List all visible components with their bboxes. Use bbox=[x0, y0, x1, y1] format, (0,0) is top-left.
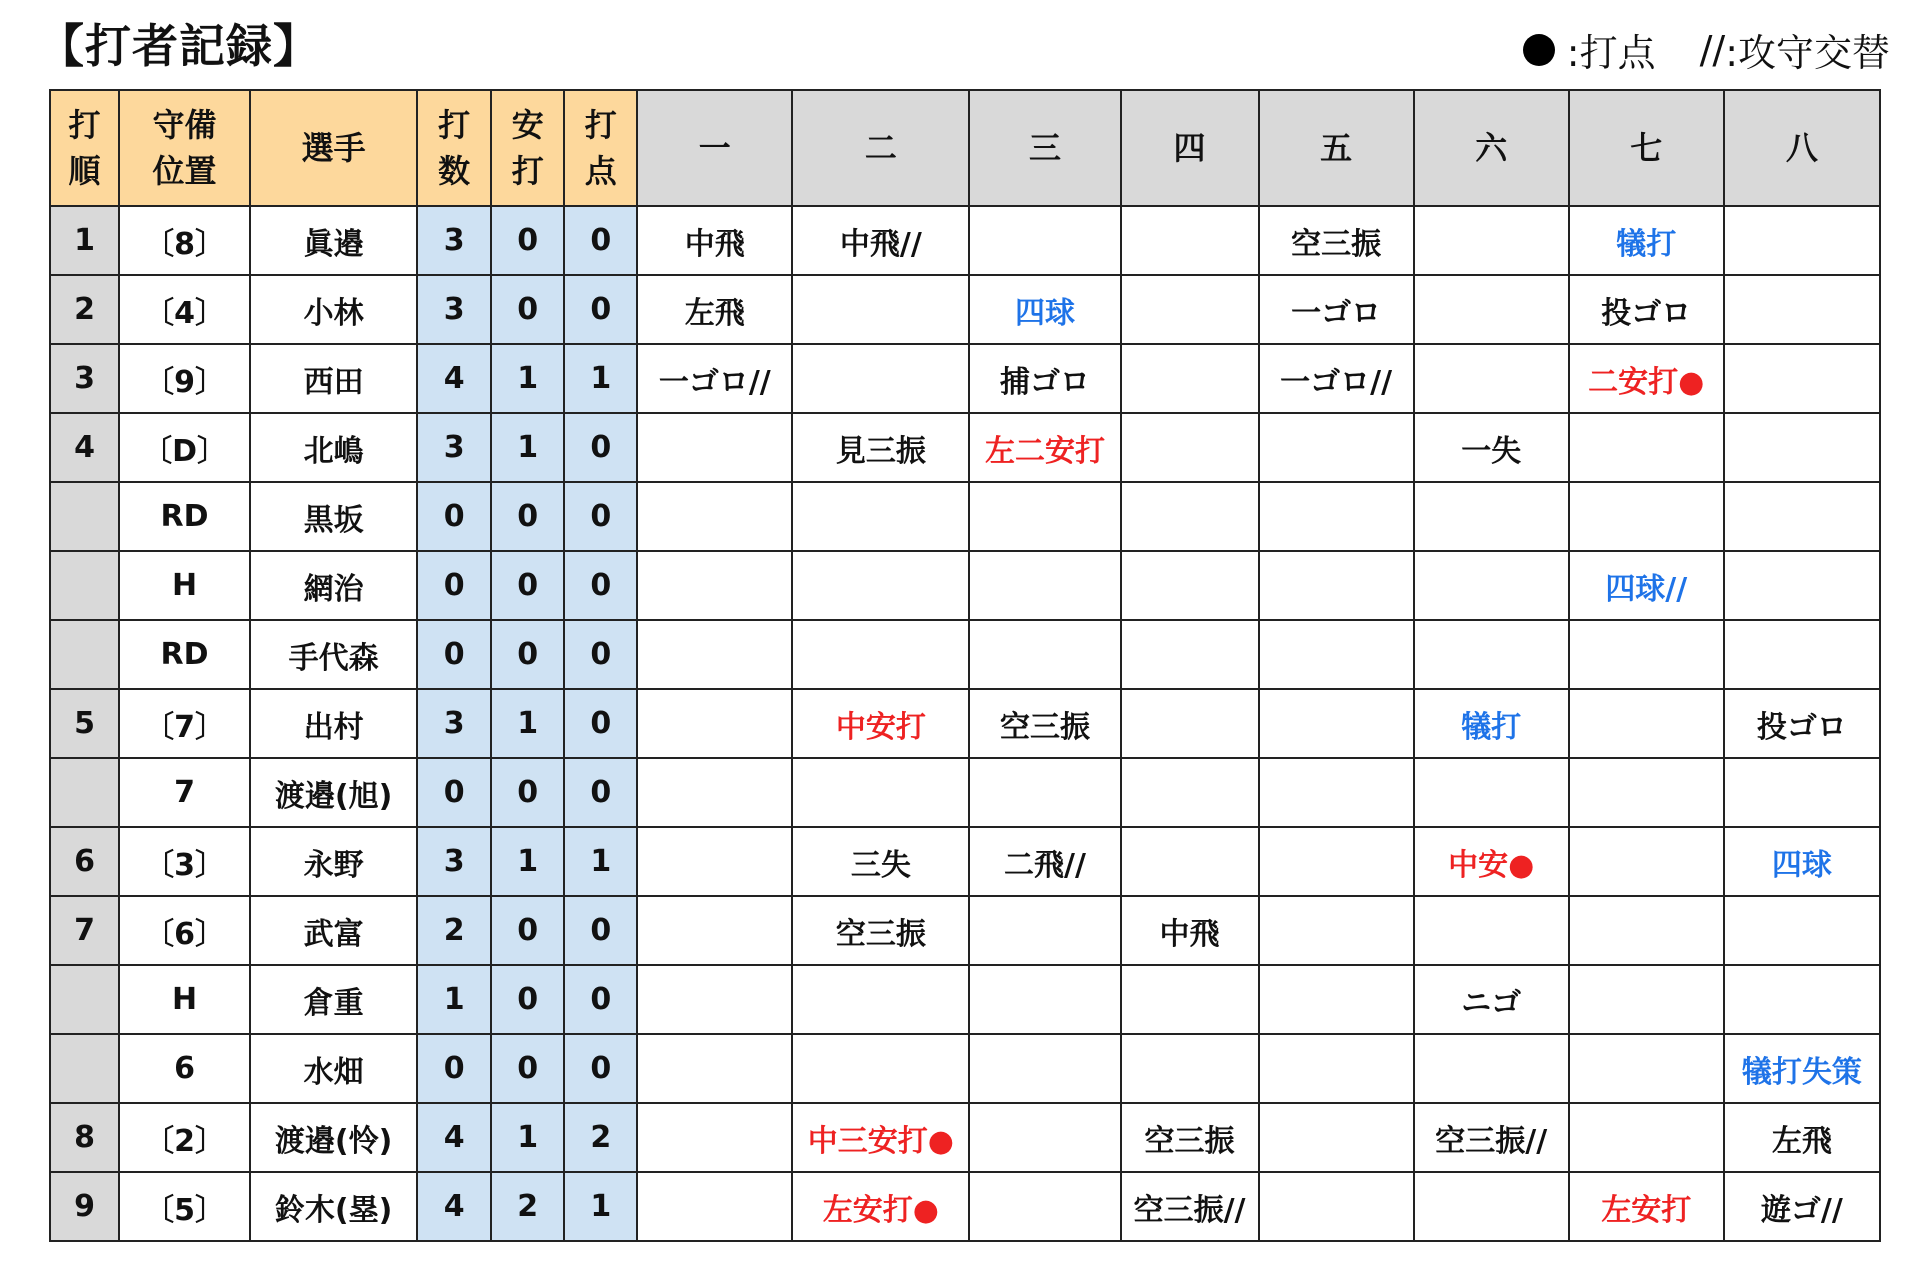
inning-1-result-cell bbox=[637, 1103, 792, 1172]
inning-6-result-cell bbox=[1414, 758, 1569, 827]
hits-cell: 0 bbox=[491, 275, 564, 344]
player-name-cell: 小林 bbox=[250, 275, 417, 344]
rbi-cell: 0 bbox=[564, 275, 637, 344]
inning-3-result-cell bbox=[969, 758, 1120, 827]
inning-5-result-cell bbox=[1259, 620, 1414, 689]
header-inning-8: 八 bbox=[1724, 90, 1880, 206]
rbi-cell: 1 bbox=[564, 344, 637, 413]
at-bats-cell: 3 bbox=[417, 827, 491, 896]
rbi-cell: 0 bbox=[564, 206, 637, 275]
batting-order-cell bbox=[50, 1034, 119, 1103]
inning-3-result-cell: 四球 bbox=[969, 275, 1120, 344]
inning-7-result-cell bbox=[1569, 1034, 1724, 1103]
inning-8-result-cell bbox=[1724, 275, 1880, 344]
inning-1-result-cell: 中飛 bbox=[637, 206, 792, 275]
header-inning-2: 二 bbox=[792, 90, 969, 206]
table-row bbox=[50, 551, 1880, 620]
rbi-cell: 0 bbox=[564, 482, 637, 551]
inning-7-result-cell bbox=[1569, 965, 1724, 1034]
inning-7-result-cell: 犠打 bbox=[1569, 206, 1724, 275]
player-name-cell: 手代森 bbox=[250, 620, 417, 689]
batting-order-cell: 6 bbox=[50, 827, 119, 896]
inning-7-result-cell: 二安打● bbox=[1569, 344, 1724, 413]
inning-4-result-cell bbox=[1121, 620, 1259, 689]
hits-cell: 0 bbox=[491, 620, 564, 689]
inning-2-result-cell bbox=[792, 482, 969, 551]
inning-8-result-cell bbox=[1724, 896, 1880, 965]
inning-6-result-cell: ニゴ bbox=[1414, 965, 1569, 1034]
legend bbox=[1523, 22, 1890, 77]
header-inning-7: 七 bbox=[1569, 90, 1724, 206]
inning-4-result-cell bbox=[1121, 482, 1259, 551]
inning-4-result-cell bbox=[1121, 206, 1259, 275]
at-bats-cell: 3 bbox=[417, 689, 491, 758]
inning-4-result-cell bbox=[1121, 689, 1259, 758]
table-row bbox=[50, 413, 1880, 482]
batting-order-cell bbox=[50, 551, 119, 620]
rbi-cell: 1 bbox=[564, 827, 637, 896]
at-bats-cell: 4 bbox=[417, 1103, 491, 1172]
inning-7-result-cell bbox=[1569, 413, 1724, 482]
table-row bbox=[50, 482, 1880, 551]
rbi-cell: 0 bbox=[564, 620, 637, 689]
header-inning-6: 六 bbox=[1414, 90, 1569, 206]
inning-8-result-cell bbox=[1724, 620, 1880, 689]
batting-order-cell: 7 bbox=[50, 896, 119, 965]
position-cell: H bbox=[119, 965, 250, 1034]
at-bats-cell: 0 bbox=[417, 758, 491, 827]
rbi-cell: 2 bbox=[564, 1103, 637, 1172]
hits-cell: 0 bbox=[491, 551, 564, 620]
inning-4-result-cell bbox=[1121, 758, 1259, 827]
inning-2-result-cell bbox=[792, 344, 969, 413]
header-inning-1: 一 bbox=[637, 90, 792, 206]
player-name-cell: 西田 bbox=[250, 344, 417, 413]
position-cell: 〔D〕 bbox=[119, 413, 250, 482]
inning-2-result-cell bbox=[792, 1034, 969, 1103]
position-cell: 6 bbox=[119, 1034, 250, 1103]
inning-5-result-cell bbox=[1259, 1034, 1414, 1103]
rbi-cell: 0 bbox=[564, 413, 637, 482]
inning-6-result-cell bbox=[1414, 344, 1569, 413]
hits-cell: 2 bbox=[491, 1172, 564, 1241]
inning-3-result-cell: 空三振 bbox=[969, 689, 1120, 758]
inning-1-result-cell bbox=[637, 551, 792, 620]
batting-order-cell: 4 bbox=[50, 413, 119, 482]
inning-3-result-cell bbox=[969, 551, 1120, 620]
at-bats-cell: 1 bbox=[417, 965, 491, 1034]
inning-5-result-cell bbox=[1259, 551, 1414, 620]
inning-1-result-cell bbox=[637, 689, 792, 758]
inning-3-result-cell bbox=[969, 1172, 1120, 1241]
inning-2-result-cell: 左安打● bbox=[792, 1172, 969, 1241]
table-row bbox=[50, 1034, 1880, 1103]
player-name-cell: 出村 bbox=[250, 689, 417, 758]
rbi-cell: 0 bbox=[564, 1034, 637, 1103]
player-name-cell: 渡邉(旭) bbox=[250, 758, 417, 827]
inning-7-result-cell bbox=[1569, 620, 1724, 689]
inning-2-result-cell: 三失 bbox=[792, 827, 969, 896]
inning-3-result-cell bbox=[969, 1034, 1120, 1103]
at-bats-cell: 2 bbox=[417, 896, 491, 965]
at-bats-cell: 4 bbox=[417, 1172, 491, 1241]
inning-5-result-cell bbox=[1259, 482, 1414, 551]
inning-1-result-cell bbox=[637, 1034, 792, 1103]
inning-4-result-cell bbox=[1121, 965, 1259, 1034]
inning-1-result-cell bbox=[637, 827, 792, 896]
hits-cell: 1 bbox=[491, 827, 564, 896]
inning-8-result-cell: 左飛 bbox=[1724, 1103, 1880, 1172]
inning-4-result-cell bbox=[1121, 827, 1259, 896]
table-row bbox=[50, 1103, 1880, 1172]
at-bats-cell: 0 bbox=[417, 482, 491, 551]
inning-6-result-cell: 犠打 bbox=[1414, 689, 1569, 758]
position-cell: 〔9〕 bbox=[119, 344, 250, 413]
page-title: 【打者記録】 bbox=[38, 19, 320, 73]
inning-6-result-cell bbox=[1414, 551, 1569, 620]
inning-8-result-cell: 犠打失策 bbox=[1724, 1034, 1880, 1103]
inning-2-result-cell: 見三振 bbox=[792, 413, 969, 482]
hits-cell: 1 bbox=[491, 413, 564, 482]
player-name-cell: 武富 bbox=[250, 896, 417, 965]
inning-7-result-cell bbox=[1569, 896, 1724, 965]
inning-5-result-cell bbox=[1259, 896, 1414, 965]
inning-3-result-cell: 左二安打 bbox=[969, 413, 1120, 482]
inning-4-result-cell bbox=[1121, 275, 1259, 344]
inning-8-result-cell bbox=[1724, 758, 1880, 827]
inning-7-result-cell bbox=[1569, 758, 1724, 827]
legend-rbi-label: :打点 bbox=[1566, 31, 1656, 75]
inning-6-result-cell: 空三振// bbox=[1414, 1103, 1569, 1172]
inning-5-result-cell: 一ゴロ// bbox=[1259, 344, 1414, 413]
position-cell: 〔8〕 bbox=[119, 206, 250, 275]
inning-5-result-cell bbox=[1259, 413, 1414, 482]
table-row bbox=[50, 1172, 1880, 1241]
inning-6-result-cell bbox=[1414, 620, 1569, 689]
inning-8-result-cell: 遊ゴ// bbox=[1724, 1172, 1880, 1241]
position-cell: 〔3〕 bbox=[119, 827, 250, 896]
inning-3-result-cell bbox=[969, 482, 1120, 551]
batting-order-cell bbox=[50, 482, 119, 551]
position-cell: 〔7〕 bbox=[119, 689, 250, 758]
table-row bbox=[50, 965, 1880, 1034]
inning-5-result-cell: 空三振 bbox=[1259, 206, 1414, 275]
batting-order-cell bbox=[50, 965, 119, 1034]
inning-3-result-cell bbox=[969, 206, 1120, 275]
rbi-cell: 1 bbox=[564, 1172, 637, 1241]
header-order: 打 順 bbox=[50, 90, 119, 206]
table-row bbox=[50, 620, 1880, 689]
inning-7-result-cell bbox=[1569, 827, 1724, 896]
inning-6-result-cell bbox=[1414, 1034, 1569, 1103]
inning-3-result-cell bbox=[969, 896, 1120, 965]
legend-switch-label: :攻守交替 bbox=[1725, 31, 1890, 75]
inning-8-result-cell bbox=[1724, 482, 1880, 551]
legend-switch-mark: // bbox=[1699, 27, 1726, 72]
hits-cell: 1 bbox=[491, 689, 564, 758]
table-row bbox=[50, 689, 1880, 758]
inning-8-result-cell bbox=[1724, 206, 1880, 275]
hits-cell: 0 bbox=[491, 758, 564, 827]
inning-4-result-cell: 空三振// bbox=[1121, 1172, 1259, 1241]
hits-cell: 0 bbox=[491, 1034, 564, 1103]
player-name-cell: 渡邉(怜) bbox=[250, 1103, 417, 1172]
batting-record-table bbox=[49, 89, 1881, 1242]
position-cell: 〔6〕 bbox=[119, 896, 250, 965]
position-cell: H bbox=[119, 551, 250, 620]
batting-order-cell: 3 bbox=[50, 344, 119, 413]
header-rbi: 打 点 bbox=[564, 90, 637, 206]
legend-rbi bbox=[1523, 22, 1656, 77]
inning-6-result-cell: 中安● bbox=[1414, 827, 1569, 896]
inning-1-result-cell bbox=[637, 482, 792, 551]
position-cell: 〔2〕 bbox=[119, 1103, 250, 1172]
at-bats-cell: 4 bbox=[417, 344, 491, 413]
inning-3-result-cell: 二飛// bbox=[969, 827, 1120, 896]
inning-2-result-cell: 中安打 bbox=[792, 689, 969, 758]
at-bats-cell: 0 bbox=[417, 1034, 491, 1103]
batting-order-cell bbox=[50, 620, 119, 689]
rbi-cell: 0 bbox=[564, 758, 637, 827]
inning-1-result-cell bbox=[637, 413, 792, 482]
player-name-cell: 倉重 bbox=[250, 965, 417, 1034]
table-row bbox=[50, 206, 1880, 275]
inning-3-result-cell bbox=[969, 620, 1120, 689]
header-position: 守備 位置 bbox=[119, 90, 250, 206]
inning-1-result-cell bbox=[637, 1172, 792, 1241]
table-row bbox=[50, 827, 1880, 896]
inning-8-result-cell bbox=[1724, 551, 1880, 620]
inning-4-result-cell bbox=[1121, 344, 1259, 413]
batting-order-cell: 2 bbox=[50, 275, 119, 344]
header-row bbox=[50, 90, 1880, 206]
table-row bbox=[50, 344, 1880, 413]
batting-order-cell: 1 bbox=[50, 206, 119, 275]
batting-order-cell: 9 bbox=[50, 1172, 119, 1241]
header-inning-5: 五 bbox=[1259, 90, 1414, 206]
inning-4-result-cell bbox=[1121, 413, 1259, 482]
rbi-cell: 0 bbox=[564, 896, 637, 965]
player-name-cell: 眞邉 bbox=[250, 206, 417, 275]
hits-cell: 0 bbox=[491, 206, 564, 275]
inning-1-result-cell: 一ゴロ// bbox=[637, 344, 792, 413]
legend-switch bbox=[1700, 22, 1890, 77]
inning-7-result-cell bbox=[1569, 1103, 1724, 1172]
inning-2-result-cell bbox=[792, 758, 969, 827]
inning-2-result-cell bbox=[792, 620, 969, 689]
header-player: 選手 bbox=[250, 90, 417, 206]
inning-6-result-cell bbox=[1414, 206, 1569, 275]
player-name-cell: 永野 bbox=[250, 827, 417, 896]
inning-5-result-cell bbox=[1259, 1103, 1414, 1172]
rbi-cell: 0 bbox=[564, 689, 637, 758]
inning-4-result-cell: 中飛 bbox=[1121, 896, 1259, 965]
position-cell: 7 bbox=[119, 758, 250, 827]
inning-4-result-cell: 空三振 bbox=[1121, 1103, 1259, 1172]
inning-6-result-cell bbox=[1414, 482, 1569, 551]
inning-6-result-cell: 一失 bbox=[1414, 413, 1569, 482]
inning-4-result-cell bbox=[1121, 1034, 1259, 1103]
inning-6-result-cell bbox=[1414, 275, 1569, 344]
inning-3-result-cell bbox=[969, 965, 1120, 1034]
inning-2-result-cell: 中三安打● bbox=[792, 1103, 969, 1172]
position-cell: RD bbox=[119, 620, 250, 689]
player-name-cell: 鈴木(塁) bbox=[250, 1172, 417, 1241]
inning-1-result-cell bbox=[637, 758, 792, 827]
position-cell: RD bbox=[119, 482, 250, 551]
rbi-dot-icon bbox=[1523, 34, 1555, 66]
inning-5-result-cell: 一ゴロ bbox=[1259, 275, 1414, 344]
inning-2-result-cell bbox=[792, 965, 969, 1034]
inning-5-result-cell bbox=[1259, 758, 1414, 827]
at-bats-cell: 0 bbox=[417, 620, 491, 689]
inning-4-result-cell bbox=[1121, 551, 1259, 620]
inning-6-result-cell bbox=[1414, 1172, 1569, 1241]
inning-3-result-cell bbox=[969, 1103, 1120, 1172]
player-name-cell: 黒坂 bbox=[250, 482, 417, 551]
inning-8-result-cell bbox=[1724, 344, 1880, 413]
inning-2-result-cell bbox=[792, 275, 969, 344]
position-cell: 〔5〕 bbox=[119, 1172, 250, 1241]
rbi-cell: 0 bbox=[564, 551, 637, 620]
inning-5-result-cell bbox=[1259, 965, 1414, 1034]
batting-order-cell: 8 bbox=[50, 1103, 119, 1172]
inning-6-result-cell bbox=[1414, 896, 1569, 965]
inning-2-result-cell: 中飛// bbox=[792, 206, 969, 275]
hits-cell: 0 bbox=[491, 482, 564, 551]
header-inning-3: 三 bbox=[969, 90, 1120, 206]
player-name-cell: 水畑 bbox=[250, 1034, 417, 1103]
table-row bbox=[50, 275, 1880, 344]
player-name-cell: 網治 bbox=[250, 551, 417, 620]
table-row bbox=[50, 896, 1880, 965]
inning-8-result-cell bbox=[1724, 413, 1880, 482]
header-at-bats: 打 数 bbox=[417, 90, 491, 206]
inning-8-result-cell: 投ゴロ bbox=[1724, 689, 1880, 758]
header-hits: 安 打 bbox=[491, 90, 564, 206]
hits-cell: 0 bbox=[491, 896, 564, 965]
inning-7-result-cell: 左安打 bbox=[1569, 1172, 1724, 1241]
inning-2-result-cell bbox=[792, 551, 969, 620]
player-name-cell: 北嶋 bbox=[250, 413, 417, 482]
inning-1-result-cell bbox=[637, 620, 792, 689]
header-inning-4: 四 bbox=[1121, 90, 1259, 206]
inning-2-result-cell: 空三振 bbox=[792, 896, 969, 965]
inning-7-result-cell: 投ゴロ bbox=[1569, 275, 1724, 344]
batting-order-cell bbox=[50, 758, 119, 827]
inning-5-result-cell bbox=[1259, 689, 1414, 758]
at-bats-cell: 3 bbox=[417, 206, 491, 275]
hits-cell: 1 bbox=[491, 1103, 564, 1172]
position-cell: 〔4〕 bbox=[119, 275, 250, 344]
inning-5-result-cell bbox=[1259, 1172, 1414, 1241]
inning-8-result-cell bbox=[1724, 965, 1880, 1034]
table-row bbox=[50, 758, 1880, 827]
inning-1-result-cell bbox=[637, 965, 792, 1034]
rbi-cell: 0 bbox=[564, 965, 637, 1034]
at-bats-cell: 3 bbox=[417, 413, 491, 482]
at-bats-cell: 3 bbox=[417, 275, 491, 344]
inning-1-result-cell bbox=[637, 896, 792, 965]
inning-5-result-cell bbox=[1259, 827, 1414, 896]
batting-order-cell: 5 bbox=[50, 689, 119, 758]
inning-3-result-cell: 捕ゴロ bbox=[969, 344, 1120, 413]
inning-7-result-cell: 四球// bbox=[1569, 551, 1724, 620]
inning-8-result-cell: 四球 bbox=[1724, 827, 1880, 896]
inning-7-result-cell bbox=[1569, 689, 1724, 758]
inning-7-result-cell bbox=[1569, 482, 1724, 551]
inning-1-result-cell: 左飛 bbox=[637, 275, 792, 344]
hits-cell: 1 bbox=[491, 344, 564, 413]
hits-cell: 0 bbox=[491, 965, 564, 1034]
at-bats-cell: 0 bbox=[417, 551, 491, 620]
